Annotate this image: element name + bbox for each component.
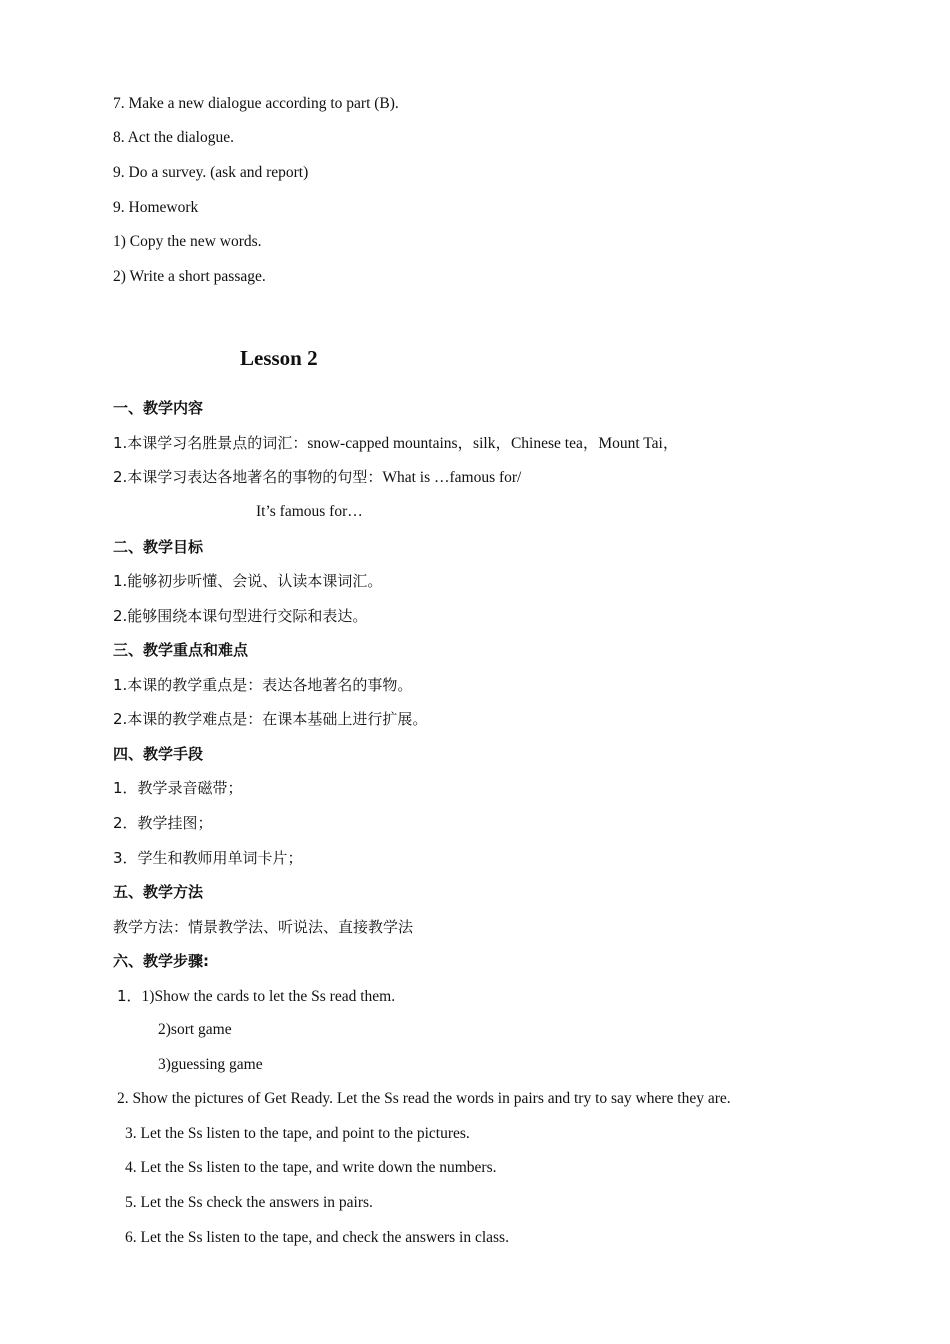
goal-item: 2.能够围绕本课句型进行交际和表达。 xyxy=(113,607,368,625)
step-6: 6. Let the Ss listen to the tape, and check the answers in class. xyxy=(125,1229,509,1246)
content-line-1-en: snow-capped mountains，silk，Chinese tea，Mount Tai， xyxy=(307,435,679,452)
list-item: 9. Do a survey. (ask and report) xyxy=(113,164,309,181)
list-item: 8. Act the dialogue. xyxy=(113,129,234,146)
goal-item: 1.能够初步听懂、会说、认读本课词汇。 xyxy=(113,572,383,590)
key-point-item: 1.本课的教学重点是：表达各地著名的事物。 xyxy=(113,676,413,694)
section-heading-goals: 二、教学目标 xyxy=(113,538,204,556)
content-line-2-cn: 2.本课学习表达各地著名的事物的句型： xyxy=(113,468,383,486)
content-line-2-en: What is …famous for/ xyxy=(382,469,522,486)
list-item: 1) Copy the new words. xyxy=(113,233,262,250)
step-5: 5. Let the Ss check the answers in pairs. xyxy=(125,1194,373,1211)
step-3: 3. Let the Ss listen to the tape, and point to the pictures. xyxy=(125,1125,470,1142)
content-line-2 xyxy=(113,467,521,488)
step-2: 2. Show the pictures of Get Ready. Let the Ss read the words in pairs and try to say where they are. xyxy=(117,1090,731,1107)
section-heading-means: 四、教学手段 xyxy=(113,745,204,763)
lesson-title: Lesson 2 xyxy=(240,346,318,370)
list-item: 7. Make a new dialogue according to part (B). xyxy=(113,95,399,112)
methods-text: 教学方法：情景教学法、听说法、直接教学法 xyxy=(113,918,414,936)
step-1-a: 1)Show the cards to let the Ss read them. xyxy=(141,988,396,1005)
content-line-1-cn: 1.本课学习名胜景点的词汇： xyxy=(113,434,308,452)
means-item: 1．教学录音磁带； xyxy=(113,779,243,797)
list-item: 2) Write a short passage. xyxy=(113,268,266,285)
section-heading-steps: 六、教学步骤: xyxy=(113,952,209,970)
key-point-item: 2.本课的教学难点是：在课本基础上进行扩展。 xyxy=(113,710,428,728)
content-line-3: It’s famous for… xyxy=(256,503,363,520)
step-1-b: 2)sort game xyxy=(158,1021,232,1038)
section-heading-key-points: 三、教学重点和难点 xyxy=(113,641,249,659)
step-1 xyxy=(117,986,395,1007)
list-item: 9. Homework xyxy=(113,199,199,216)
means-item: 3．学生和教师用单词卡片； xyxy=(113,849,303,867)
step-1-c: 3)guessing game xyxy=(158,1056,263,1073)
section-heading-content: 一、教学内容 xyxy=(113,399,204,417)
content-line-1 xyxy=(113,433,678,454)
step-4: 4. Let the Ss listen to the tape, and write down the numbers. xyxy=(125,1159,497,1176)
section-heading-methods: 五、教学方法 xyxy=(113,883,204,901)
step-1-prefix: 1． xyxy=(117,987,142,1005)
means-item: 2．教学挂图； xyxy=(113,814,213,832)
